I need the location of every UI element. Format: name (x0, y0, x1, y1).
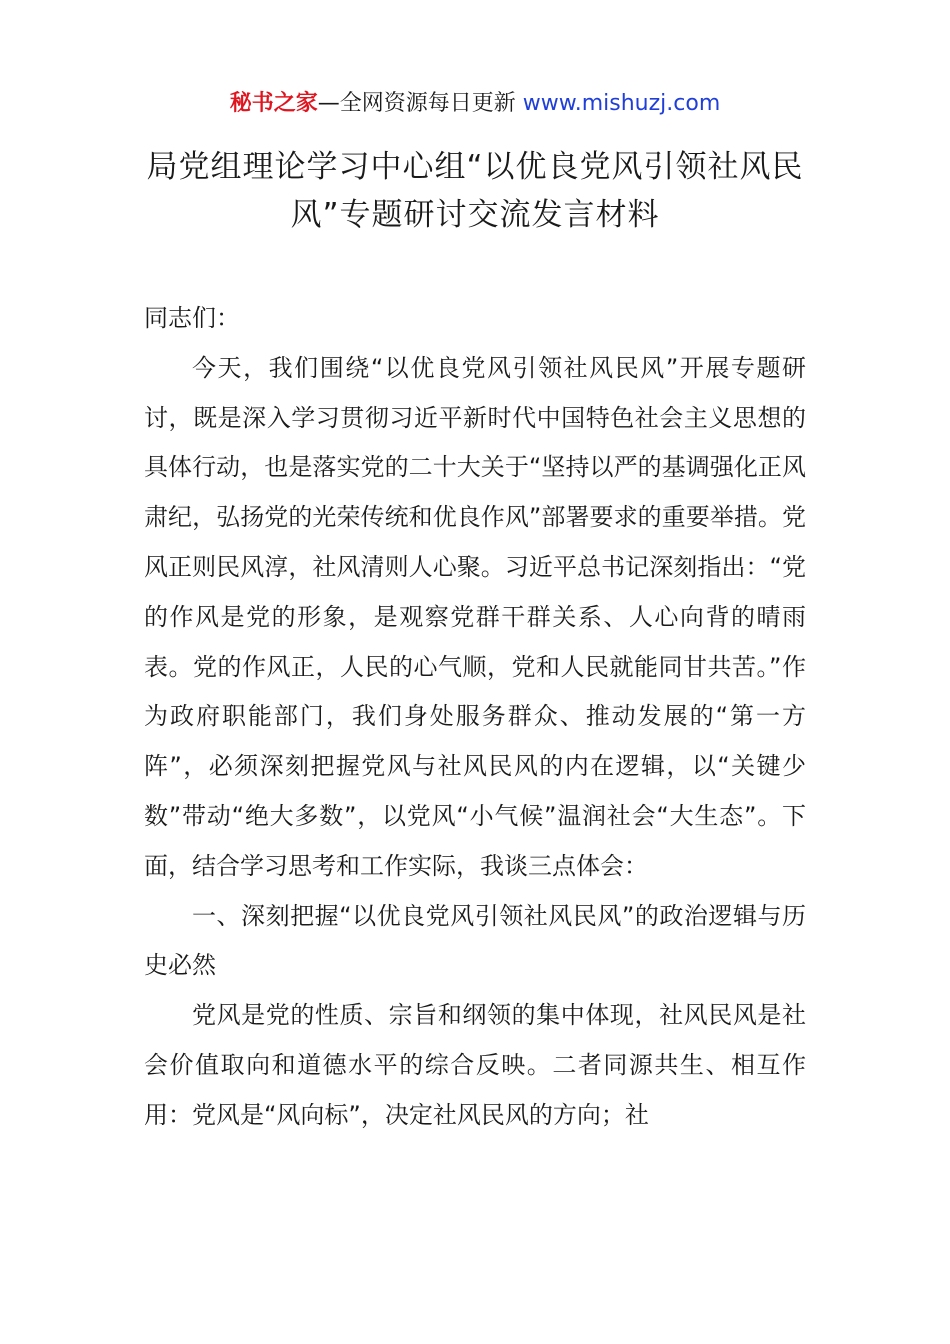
site-header (0, 88, 950, 120)
site-url-link[interactable]: www.mishuzj.com (522, 91, 721, 116)
salutation: 同志们： (144, 304, 240, 332)
section-heading: 一、深刻把握“以优良党风引领社风民风”的政治逻辑与历史必然 (144, 901, 806, 980)
paragraph-intro: 今天，我们围绕“以优良党风引领社风民风”开展专题研讨，既是深入学习贯彻习近平新时代中国特色社会主义思想的具体行动，也是落实党的二十大关于“坚持以严的基调强化正风肃纪，弘扬党的光荣传统和优良作风”部署要求的重要举措。党风正则民风淳，社风清则人心聚。习近平总书记深刻指出：“党的作风是党的形象，是观察党群干群关系、人心向背的晴雨表。党的作风正，人民的心气顺，党和人民就能同甘共苦。”作为政府职能部门，我们身处服务群众、推动发展的“第一方阵”，必须深刻把握党风与社风民风的内在逻辑，以“关键少数”带动“绝大多数”，以党风“小气候”温润社会“大生态”。下面，结合学习思考和工作实际，我谈三点体会： (144, 353, 806, 880)
document-title: 局党组理论学习中心组“以优良党风引领社风民风”专题研讨交流发言材料 (146, 149, 804, 233)
paragraph-section-1: 党风是党的性质、宗旨和纲领的集中体现，社风民风是社会价值取向和道德水平的综合反映。二者同源共生、相互作用：党风是“风向标”，决定社风民风的方向；社 (144, 1001, 806, 1129)
document-body (144, 294, 806, 1141)
header-tagline: —全网资源每日更新 (317, 91, 523, 116)
brand-name: 秘书之家 (229, 91, 318, 116)
